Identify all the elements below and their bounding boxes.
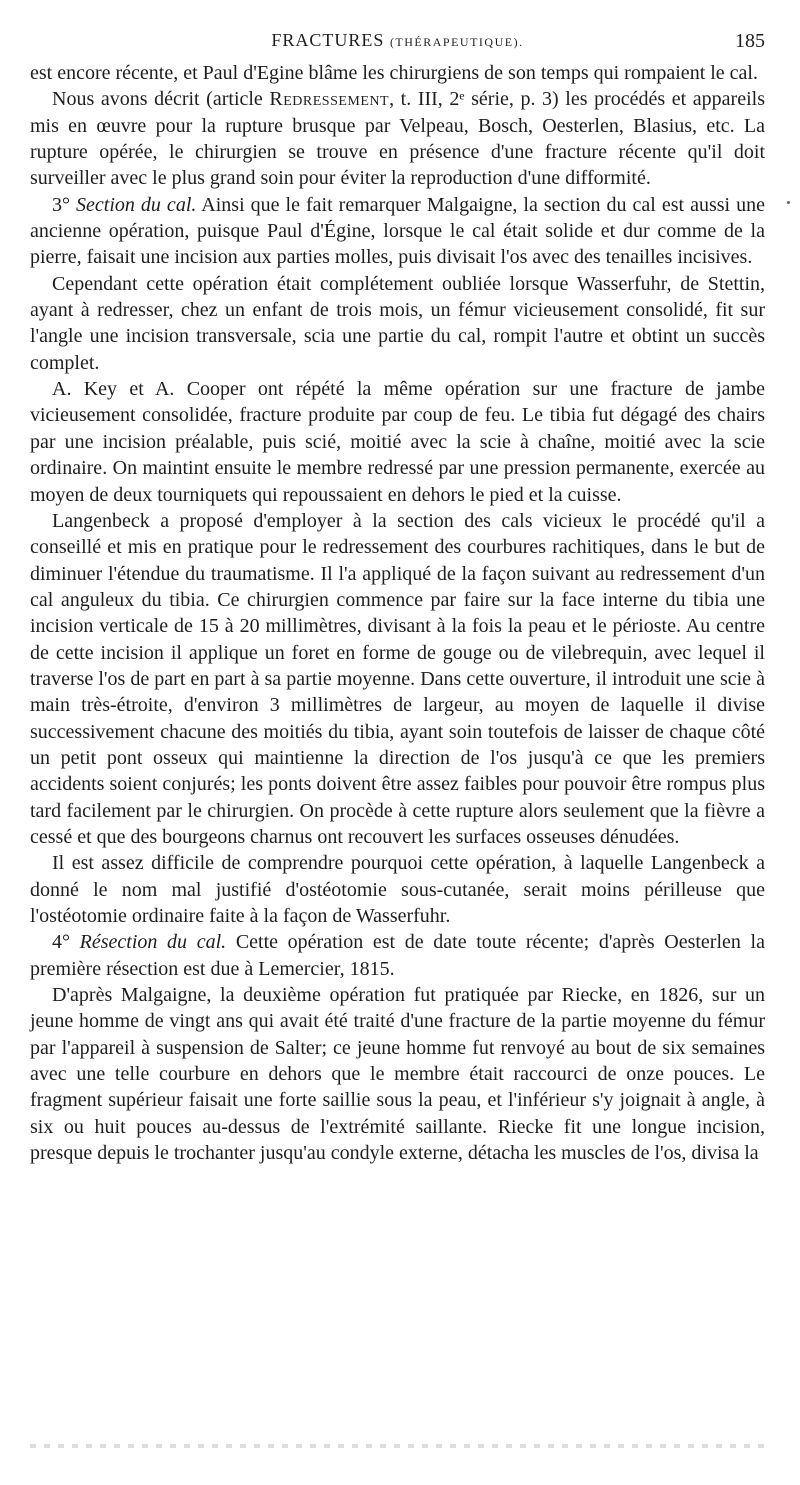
paragraph-3 xyxy=(30,192,765,271)
paragraph-6: Langenbeck a proposé d'employer à la section des cals vicieux le procédé qu'il a conseillé et mis en pratique pour le redressement des courbures rachitiques, dans le but de diminuer l'étendue du traumatisme. Il l'a appliqué de la façon suivant au redressement d'un cal anguleux du tibia. Ce chirurgien commence par faire sur la face interne du tibia une incision verticale de 15 à 20 millimètres, divisant à la fois la peau et le périoste. Au centre de cette incision il applique un foret en forme de gouge ou de vilebrequin, avec lequel il traverse l'os de part en part à sa partie moyenne. Dans cette ouverture, il introduit une scie à main très-étroite, d'environ 3 millimètres de largeur, au moyen de laquelle il divise successivement chacune des moitiés du tibia, ayant soin toutefois de laisser de chaque côté un petit pont osseux qui maintienne la direction de l'os jusqu'à ce que les premiers accidents soient conjurés; les ponts doivent être assez faibles pour pouvoir être rompus plus tard facilement par le chirurgien. On procède à cette rupture alors seulement que la fièvre a cessé et que des bourgeons charnus ont recouvert les surfaces osseuses dénudées. xyxy=(30,509,765,848)
section-heading: Section du cal. xyxy=(76,193,197,216)
paragraph-8 xyxy=(30,929,765,982)
body-text xyxy=(30,60,765,1166)
running-title xyxy=(30,30,765,51)
paragraph-7: Il est assez difficile de comprendre pourquoi cette opération, à laquelle Langenbeck a donné le nom mal justifié d'ostéotomie sous-cutanée, serait moins périlleuse que l'ostéotomie ordinaire faite à la façon de Wasserfuhr. xyxy=(30,852,765,927)
paragraph-3-text: Ainsi que le fait remarquer Malgaigne, la section du cal est aussi une ancienne opération, puisque Paul d'Égine, lorsque le cal était solide et dur comme de la pierre, faisait une incision aux parties molles, puis divisait l'os avec des tenailles incisives. xyxy=(30,193,765,269)
bleed-through-line xyxy=(30,1444,765,1448)
margin-speck xyxy=(787,201,790,204)
paragraph-8-text: Cette opération est de date toute récente; d'après Oesterlen la première résection est due à Lemercier, 1815. xyxy=(30,931,765,980)
paragraph-1: est encore récente, et Paul d'Egine blâme les chirurgiens de son temps qui rompaient le cal. xyxy=(30,62,758,84)
article-reference: Redressement xyxy=(269,88,390,111)
paragraph-2-start: Nous avons décrit (article xyxy=(52,88,270,111)
section-heading: Résection du cal. xyxy=(79,931,227,954)
paragraph-5: A. Key et A. Cooper ont répété la même opération sur une fracture de jambe vicieusement consolidée, fracture produite par coup de feu. Le tibia fut dégagé des chairs par une incision préalable, puis scié, moitié avec la scie à chaîne, moitié avec la scie ordinaire. On maintint ensuite le membre redressé par une pression permanente, exercée au moyen de deux tourniquets qui repoussaient en dehors le pied et la cuisse. xyxy=(30,378,765,506)
paragraph-9: D'après Malgaigne, la deuxième opération fut pratiquée par Riecke, en 1826, sur un jeune homme de vingt ans qui avait été traité d'une fracture de la partie moyenne du fémur par l'appareil à suspension de Salter; ce jeune homme fut renvoyé au bout de six semaines avec une telle courbure en dehors que le membre était raccourci de onze pouces. Le fragment supérieur faisait une forte saillie sous la peau, et l'inférieur s'y joignait à angle, à six ou huit pouces au-dessus de l'extrémité saillante. Riecke fit une longue incision, presque depuis le trochanter jusqu'au condyle externe, détacha les muscles de l'os, divisa la xyxy=(30,984,765,1165)
paragraph-2-rest: , t. III, 2ᵉ série, p. 3) les procédés et appareils mis en œuvre pour la rupture brusque par Velpeau, Bosch, Oesterlen, Blasius, etc. La rupture opérée, le chirurgien se trouve en présence d'une fracture récente qu'il doit surveiller avec le plus grand soin pour éviter la reproduction d'une difformité. xyxy=(30,88,765,190)
section-number: 4° xyxy=(52,931,80,954)
running-title-main: FRACTURES xyxy=(271,30,385,50)
section-number: 3° xyxy=(52,193,77,216)
page-header xyxy=(30,30,765,56)
running-title-sub: (THÉRAPEUTIQUE). xyxy=(389,35,524,49)
page-number: 185 xyxy=(735,30,765,52)
paragraph-4: Cependant cette opération était complétement oubliée lorsque Wasserfuhr, de Stettin, ayant à redresser, chez un enfant de trois mois, un fémur vicieusement consolidé, fit sur l'angle une incision transversale, scia une partie du cal, rompit l'autre et obtint un succès complet. xyxy=(30,272,765,374)
paragraph-2 xyxy=(30,86,765,191)
